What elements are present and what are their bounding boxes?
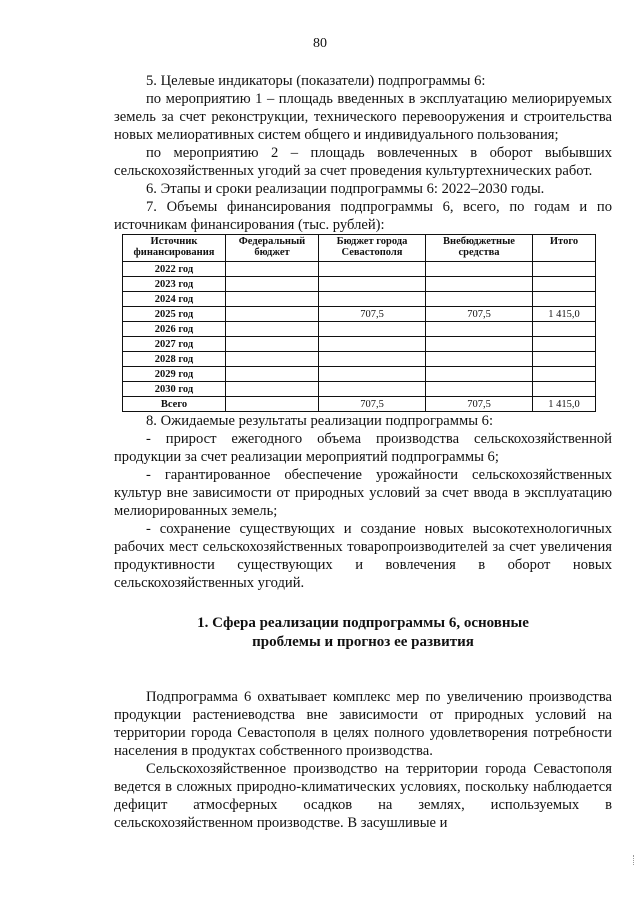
value-cell <box>533 277 596 292</box>
value-cell <box>226 307 319 322</box>
item-6-stages: 6. Этапы и сроки реализации подпрограммы 6: 2022–2030 годы. <box>146 181 545 197</box>
item-5-measure-1: по мероприятию 1 – площадь введенных в эксплуатацию мелиорируемых земель за счет реконструкции, технического перевооружения и строительства новых мелиоративных систем общего и индивидуального пользования; <box>114 91 612 143</box>
item-5-title: 5. Целевые индикаторы (показатели) подпрограммы 6: <box>146 73 486 89</box>
header-extra-budget: Внебюджетные средства <box>426 235 533 262</box>
row-label-cell: 2026 год <box>123 322 226 337</box>
edge-mark <box>633 855 640 865</box>
header-source: Источник финансирования <box>123 235 226 262</box>
row-label-cell: 2023 год <box>123 277 226 292</box>
section-paragraph-1: Подпрограмма 6 охватывает комплекс мер по увеличению производства продукции растениеводства вне зависимости от природных условий на территории города Севастополя в целях полного удовлетворения потребности населения в продуктах собственного производства. <box>114 689 612 759</box>
value-cell <box>426 352 533 367</box>
value-cell <box>226 322 319 337</box>
section-paragraph-2: Сельскохозяйственное производство на территории города Севастополя ведется в сложных природно-климатических условиях, поскольку наблюдается дефицит атмосферных осадков на землях, используемых в сельскохозяйственном производстве. В засушливые и <box>114 761 612 831</box>
row-label-cell: 2030 год <box>123 382 226 397</box>
table-header-row <box>123 235 596 262</box>
value-cell <box>533 262 596 277</box>
value-cell: 1 415,0 <box>533 307 596 322</box>
value-cell <box>226 262 319 277</box>
value-cell <box>226 277 319 292</box>
header-total: Итого <box>533 235 596 262</box>
row-label-cell: Всего <box>123 397 226 412</box>
item-8-result-1: - прирост ежегодного объема производства сельскохозяйственной продукции за счет реализации мероприятий подпрограммы 6; <box>114 431 612 465</box>
table-row <box>123 352 596 367</box>
table-row <box>123 277 596 292</box>
value-cell <box>319 292 426 307</box>
value-cell <box>319 322 426 337</box>
value-cell: 707,5 <box>426 397 533 412</box>
value-cell <box>319 367 426 382</box>
header-federal: Федеральный бюджет <box>226 235 319 262</box>
value-cell <box>319 337 426 352</box>
row-label-cell: 2022 год <box>123 262 226 277</box>
value-cell: 707,5 <box>426 307 533 322</box>
value-cell <box>426 337 533 352</box>
value-cell <box>226 352 319 367</box>
value-cell <box>426 262 533 277</box>
row-label-cell: 2029 год <box>123 367 226 382</box>
financing-table <box>122 234 596 412</box>
row-label-cell: 2027 год <box>123 337 226 352</box>
document-body <box>114 72 612 832</box>
item-5-measure-2: по мероприятию 2 – площадь вовлеченных в оборот выбывших сельскохозяйственных угодий за счет проведения культуртехнических работ. <box>114 145 612 179</box>
value-cell <box>426 367 533 382</box>
value-cell <box>533 352 596 367</box>
value-cell <box>226 397 319 412</box>
value-cell <box>533 322 596 337</box>
value-cell <box>533 382 596 397</box>
value-cell <box>533 292 596 307</box>
table-row <box>123 337 596 352</box>
value-cell <box>426 277 533 292</box>
table-row <box>123 322 596 337</box>
value-cell <box>319 382 426 397</box>
section-title-line-1: 1. Сфера реализации подпрограммы 6, основные <box>197 615 529 631</box>
header-city-budget: Бюджет города Севастополя <box>319 235 426 262</box>
table-row <box>123 382 596 397</box>
table-row <box>123 307 596 322</box>
value-cell: 707,5 <box>319 307 426 322</box>
value-cell <box>533 367 596 382</box>
item-8-result-3: - сохранение существующих и создание новых высокотехнологичных рабочих мест сельскохозяйственных товаропроизводителей за счет увеличения продуктивности существующих и вовлечения в оборот новых сельскохозяйственных угодий. <box>114 521 612 591</box>
row-label-cell: 2024 год <box>123 292 226 307</box>
value-cell: 707,5 <box>319 397 426 412</box>
row-label-cell: 2025 год <box>123 307 226 322</box>
value-cell <box>426 322 533 337</box>
table-row <box>123 367 596 382</box>
value-cell <box>319 277 426 292</box>
item-8-title: 8. Ожидаемые результаты реализации подпрограммы 6: <box>146 413 494 429</box>
value-cell <box>226 292 319 307</box>
value-cell <box>226 337 319 352</box>
item-8-result-2: - гарантированное обеспечение урожайности сельскохозяйственных культур вне зависимости от природных условий за счет ввода в эксплуатацию мелиорированных земель; <box>114 467 612 519</box>
table-row <box>123 397 596 412</box>
page-number: 80 <box>313 36 327 51</box>
section-title <box>114 614 612 652</box>
value-cell <box>533 337 596 352</box>
value-cell <box>426 292 533 307</box>
item-7-financing: 7. Объемы финансирования подпрограммы 6, всего, по годам и по источникам финансирования (тыс. рублей): <box>114 199 612 233</box>
value-cell <box>319 262 426 277</box>
table-row <box>123 262 596 277</box>
table-row <box>123 292 596 307</box>
table-body <box>123 262 596 412</box>
value-cell <box>426 382 533 397</box>
value-cell <box>226 382 319 397</box>
section-title-line-2: проблемы и прогноз ее развития <box>252 634 474 650</box>
value-cell <box>319 352 426 367</box>
row-label-cell: 2028 год <box>123 352 226 367</box>
value-cell <box>226 367 319 382</box>
value-cell: 1 415,0 <box>533 397 596 412</box>
